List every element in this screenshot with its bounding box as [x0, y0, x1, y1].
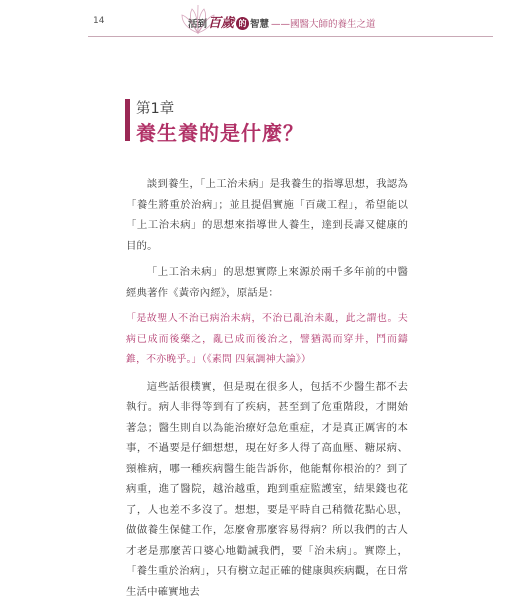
paragraph-text: 這些話很樸實，但是現在很多人，包括不少醫生都不去執行。病人非得等到有了疾病，甚至到了危重階段，才開始著急；醫生則自以為能治療好急危重症，才是真正厲害的本事，不過要是仔細想想，現在好多人得了高血壓、糖尿病、頸椎病，哪一種疾病醫生能告訴你，他能幫你根治的？到了病重，進了醫院，越治越重，跑到重症監護室，結果錢也花了，人也差不多沒了。想想，要是平時自己稍微花點心思，做做養生保健工作，怎麼會那麼容易得病？所以我們的古人才老是那麼苦口婆心地勸誡我們，要「治未病」。實際上，「養生重於治病」，只有樹立起正確的健康與疾病觀，在日常生活中確實地去 — [126, 380, 408, 598]
paragraph — [126, 262, 408, 303]
running-header — [0, 0, 520, 52]
book-title-part2: 智慧 — [250, 19, 270, 30]
book-title-part1: 活到 — [188, 19, 208, 30]
book-title-highlight: 百歲 — [208, 16, 235, 31]
book-title — [188, 12, 376, 31]
page-number: 14 — [93, 16, 105, 26]
paragraph — [126, 174, 408, 256]
book-title-circle-char: 的 — [236, 17, 249, 30]
classic-quote — [126, 309, 408, 371]
paragraph — [126, 377, 408, 603]
body-text — [126, 174, 408, 608]
paragraph-text: 談到養生，「上工治未病」是我養生的指導思想，我認為「養生將重於治病」；並且提倡實施「百歲工程」，希望能以「上工治未病」的思想來指導世人養生，達到長壽又健康的目的。 — [126, 178, 408, 252]
chapter-number: 第1章 — [136, 101, 175, 117]
quote-text: 「是故聖人不治已病治未病，不治已亂治未亂，此之謂也。夫病已成而後藥之，亂已成而後治之，譬猶渴而穿井，鬥而鑄錐，不亦晚乎。」 — [126, 313, 408, 365]
chapter-accent-bar — [125, 99, 130, 141]
paragraph-text: 「上工治未病」的思想實際上來源於兩千多年前的中醫經典著作《黃帝內經》，原話是： — [126, 266, 408, 299]
chapter-title: 養生養的是什麼？ — [136, 121, 304, 145]
header-divider — [88, 36, 493, 37]
book-subtitle: ——國醫大師的養生之道 — [271, 19, 376, 30]
quote-source: （《素問 四氣調神大論》） — [201, 354, 312, 365]
